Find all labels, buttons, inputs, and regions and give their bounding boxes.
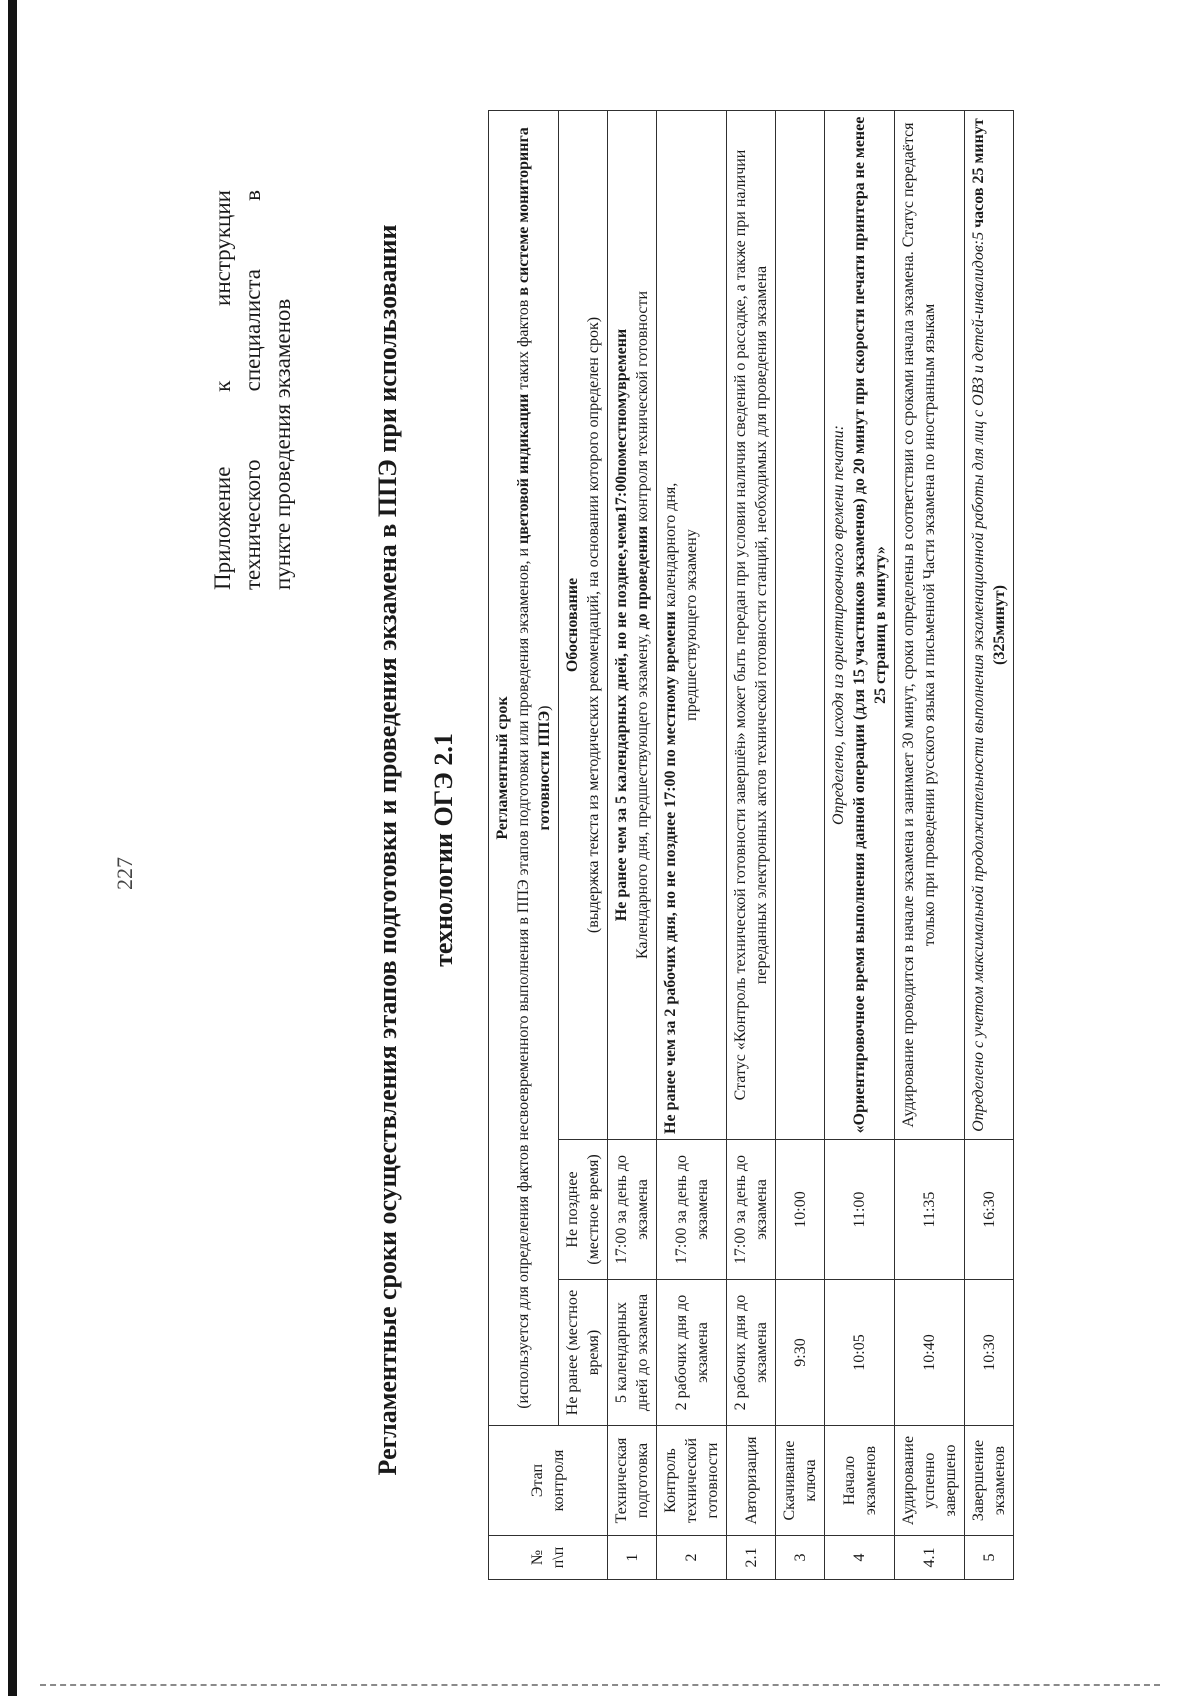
header-not-after: Не позднее (местное время): [559, 1140, 608, 1280]
rotated-document-page: [60, 70, 1140, 1630]
table-row: [608, 111, 657, 1580]
cell-not-before: 9:30: [776, 1280, 825, 1426]
cell-stage: Контроль технической готовности: [657, 1426, 727, 1536]
cell-not-before: 2 рабочих дня до экзамена: [657, 1280, 727, 1426]
table-row: [727, 111, 776, 1580]
scan-bottom-rule: [40, 1684, 1160, 1686]
table-row: [776, 111, 825, 1580]
cell-stage: Начало экзаменов: [825, 1426, 895, 1536]
appendix-note: [208, 190, 298, 590]
cell-stage: Аудирование успенно завершено: [895, 1426, 965, 1536]
header-reg-desc-text: таких фактов: [515, 295, 532, 394]
cell-num: 4.1: [895, 1536, 965, 1580]
cell-num: 5: [965, 1536, 1014, 1580]
schedule-table: [488, 110, 1014, 1580]
cell-not-after: 11:35: [895, 1140, 965, 1280]
cell-basis: [776, 111, 825, 1140]
appendix-line-2: [238, 190, 268, 590]
basis-text: предшествующего экзамену: [683, 529, 700, 721]
appendix-word: специалиста: [240, 269, 265, 392]
header-reg-desc-text: (используется для определения фактов несвоевременного выполнения в ППЭ этапов подготовки или проведения экзаменов, и: [515, 543, 532, 1409]
cell-not-before: 10:40: [895, 1280, 965, 1426]
cell-stage: Завершение экзаменов: [965, 1426, 1014, 1536]
header-row: [489, 111, 559, 1580]
table-row: [895, 111, 965, 1580]
cell-not-before: 2 рабочих дня до экзамена: [727, 1280, 776, 1426]
basis-part: календарного дня,: [662, 482, 679, 612]
cell-num: 3: [776, 1536, 825, 1580]
cell-stage: Техническая подготовка: [608, 1426, 657, 1536]
header-stage: Этап контроля: [489, 1426, 608, 1536]
header-reg-desc: [513, 116, 555, 1420]
document-title-line-1: Регламентные сроки осуществления этапов подготовки и проведения экзамена в ППЭ при использовании: [373, 224, 402, 1476]
cell-basis: [825, 111, 895, 1140]
basis-bold: Не ранее чем за 5 календарных дней, но не позднее,чемв17:00поместномувремени: [613, 328, 630, 922]
header-reg-desc-bold: цветовой индикации: [515, 393, 532, 544]
header-num: № п\п: [489, 1536, 608, 1580]
cell-basis: [608, 111, 657, 1140]
header-not-before: Не ранее (местное время): [559, 1280, 608, 1426]
header-basis: [559, 111, 608, 1140]
cell-num: 4: [825, 1536, 895, 1580]
basis-part: Календарного дня, предшествующего экзамену,: [634, 629, 651, 960]
cell-basis: [657, 111, 727, 1140]
cell-basis: Статус «Контроль технической готовности завершён» может быть передан при условии наличия сведений о рассадке, а также при наличии переданных электронных актов технической готовности станций, необходимых для проведения экзамена: [727, 111, 776, 1140]
cell-not-after: 16:30: [965, 1140, 1014, 1280]
page-number: 227: [112, 857, 137, 890]
cell-not-before: 5 календарных дней до экзамена: [608, 1280, 657, 1426]
cell-not-before: 10:05: [825, 1280, 895, 1426]
cell-not-after: 11:00: [825, 1140, 895, 1280]
document-title: [360, 110, 472, 1590]
header-basis-title: Обоснование: [564, 577, 581, 673]
table-row: [657, 111, 727, 1580]
cell-not-after: 17:00 за день до экзамена: [657, 1140, 727, 1280]
cell-stage: Авторизация: [727, 1426, 776, 1536]
header-reg-desc-text: ): [536, 705, 553, 711]
basis-bold: «Ориентировочное время выполнения данной операции (для 15 участников экзаменов) до 20 минут при скорости печати принтера не менее 25 страниц в минуту»: [851, 116, 889, 1134]
cell-basis: Аудирование проводится в начале экзамена и занимает 30 минут, сроки определены в соответствии со сроками начала экзамена. Статус передаётся только при проведении русского языка и письменной Части экзамена по иностранным языкам: [895, 111, 965, 1140]
appendix-word: к: [210, 380, 235, 392]
appendix-line-3: пункте проведения экзаменов: [270, 298, 295, 590]
basis-part-bold: Не ранее чем за 2 рабочих дня, но не позднее 17:00 по местному времени: [662, 611, 679, 1134]
header-reg-period: [489, 111, 559, 1426]
header-reg-title: Регламентный срок: [494, 696, 511, 840]
scan-edge-bar: [8, 0, 17, 1696]
basis-part: контроля технической готовности: [634, 290, 651, 526]
basis-italic: Определено, исходя из ориентировочного времени печати:: [830, 425, 847, 825]
basis-text: [632, 116, 653, 1134]
header-basis-sub: (выдержка текста из методических рекомендаций, на основании которого определен срок): [585, 316, 602, 934]
basis-part-bold: до проведения: [634, 525, 651, 630]
appendix-word: технического: [240, 459, 265, 590]
cell-not-after: 10:00: [776, 1140, 825, 1280]
cell-stage: Скачивание ключа: [776, 1426, 825, 1536]
cell-num: 2: [657, 1536, 727, 1580]
cell-not-after: 17:00 за день до экзамена: [608, 1140, 657, 1280]
header-subrow: [559, 111, 608, 1580]
cell-num: 1: [608, 1536, 657, 1580]
appendix-word: инструкции: [210, 190, 235, 306]
cell-not-before: 10:30: [965, 1280, 1014, 1426]
basis-text: [660, 116, 681, 1134]
appendix-word: Приложение: [210, 466, 235, 590]
basis-italic: Определено с учетом максимальной продолжительности выполнения экзаменационной работы для лиц с ОВЗ и детей-инвалидов:5: [970, 231, 987, 1132]
appendix-line-1: [208, 190, 238, 590]
table-row: [825, 111, 895, 1580]
cell-basis: [965, 111, 1014, 1140]
table-row: [965, 111, 1014, 1580]
header-reg-desc-bold: в системе мониторинга готовности ППЭ: [515, 127, 553, 831]
cell-num: 2.1: [727, 1536, 776, 1580]
appendix-word: в: [240, 190, 265, 201]
document-title-line-2: технологии ОГЭ 2.1: [429, 733, 458, 967]
cell-not-after: 17:00 за день до экзамена: [727, 1140, 776, 1280]
basis-bold: часов 25 минут (325минут): [970, 118, 1008, 665]
